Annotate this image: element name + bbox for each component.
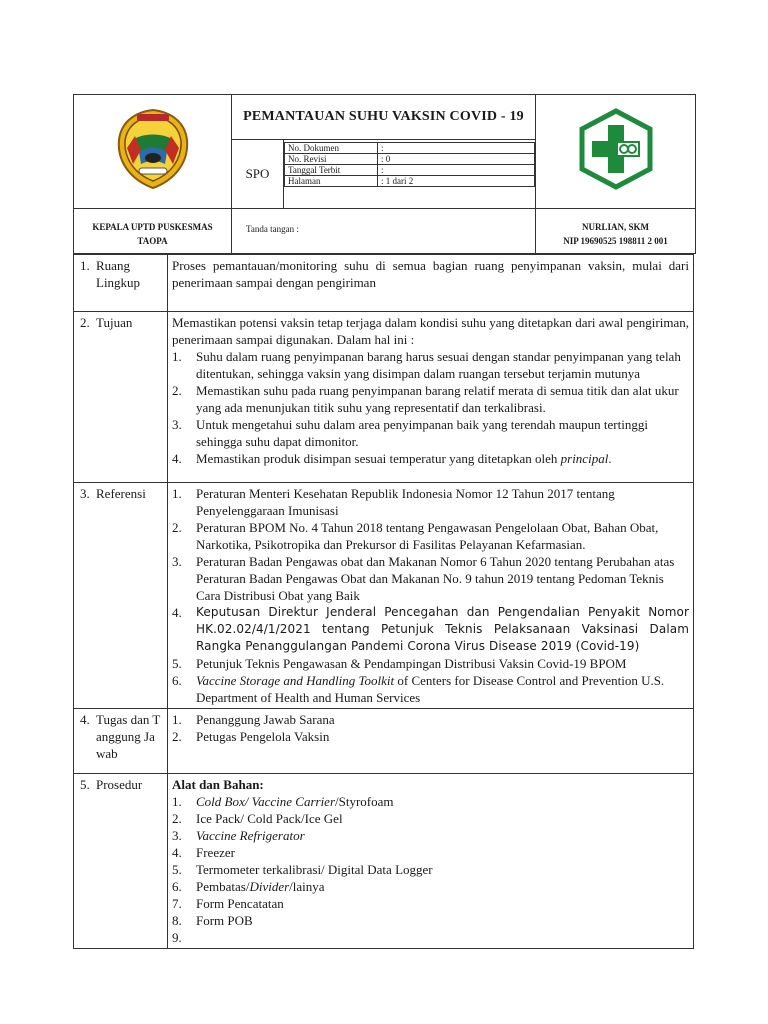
item-text: Penanggung Jawab Sarana	[196, 712, 335, 727]
meta-key: Halaman	[285, 176, 378, 187]
item-text: Untuk mengetahui suhu dalam area penyimpanan baik yang terendah maupun tertinggi sehingga suhu dapat dimonitor.	[196, 417, 648, 449]
item-number: 6.	[172, 879, 182, 894]
right-sign-name: NURLIAN, SKM	[581, 222, 649, 232]
item-text: Keputusan Direktur Jenderal Pencegahan dan Pengendalian Penyakit Nomor HK.02.02/4/1/2021 tentang Petunjuk Teknis Pelaksanaan Vaksinasi Dalam Rangka Penanggulangan Pandemi Corona Virus Disease 2019 (Covid-19)	[196, 605, 689, 653]
section-label-text: Tugas dan Tanggung Jawab	[96, 712, 161, 761]
document-header	[73, 94, 696, 254]
item-number: 1.	[172, 794, 182, 809]
item-number: 4.	[172, 845, 182, 860]
item-number: 6.	[172, 673, 182, 688]
list-item	[172, 929, 689, 946]
section-content	[168, 709, 694, 774]
section-content	[168, 483, 694, 709]
section-content	[168, 774, 694, 949]
item-number: 2.	[172, 729, 182, 744]
list-item	[172, 711, 689, 728]
list-item	[172, 810, 689, 827]
item-text: Pembatas/Divider/lainya	[196, 879, 325, 894]
item-number: 3.	[172, 828, 182, 843]
section-label-text: Ruang Lingkup	[96, 258, 141, 290]
list-item	[172, 895, 689, 912]
item-text: Petugas Pengelola Vaksin	[196, 729, 330, 744]
item-text: Peraturan BPOM No. 4 Tahun 2018 tentang Pengawasan Pengelolaan Obat, Bahan Obat, Narkotika, Psikotropika dan Prekursor di Fasilitas Pelayanan Kefarmasian.	[196, 520, 659, 552]
reference-list	[172, 485, 689, 706]
item-text: Suhu dalam ruang penyimpanan barang harus sesuai dengan standar penyimpanan yang telah ditentukan, sehingga vaksin yang disimpan dalam ruangan tersebut terjamin mutunya	[196, 349, 681, 381]
section-number: 3.	[80, 486, 90, 501]
item-text: Peraturan Menteri Kesehatan Republik Indonesia Nomor 12 Tahun 2017 tentang Penyelenggaraan Imunisasi	[196, 486, 615, 518]
left-sign-line1: KEPALA UPTD PUSKESMAS	[92, 222, 213, 232]
section-content	[168, 312, 694, 483]
section-label	[74, 709, 168, 774]
meta-key: No. Revisi	[285, 154, 378, 165]
item-text: Form Pencatatan	[196, 896, 284, 911]
right-logo-cell	[536, 95, 696, 209]
item-number: 2.	[172, 811, 182, 826]
equipment-list	[172, 793, 689, 946]
section-number: 1.	[80, 258, 90, 273]
list-item	[172, 519, 689, 553]
list-item	[172, 912, 689, 929]
item-number: 3.	[172, 417, 182, 432]
item-text: Memastikan suhu pada ruang penyimpanan barang relatif merata di semua titik dan alat ukur yang ada menunjukan titik suhu yang representatif dan terkalibrasi.	[196, 383, 679, 415]
item-text: Form POB	[196, 913, 253, 928]
objective-list	[172, 348, 689, 467]
meta-row	[285, 165, 535, 176]
list-item	[172, 450, 689, 467]
right-sign-nip: NIP 19690525 198811 2 001	[563, 236, 668, 246]
item-text: Memastikan produk disimpan sesuai temperatur yang ditetapkan oleh principal.	[196, 451, 612, 466]
list-item	[172, 655, 689, 672]
item-number: 8.	[172, 913, 182, 928]
item-text: Petunjuk Teknis Pengawasan & Pendampingan Distribusi Vaksin Covid-19 BPOM	[196, 656, 627, 671]
section-number: 2.	[80, 315, 90, 330]
meta-value: : 1 dari 2	[378, 176, 535, 187]
list-item	[172, 878, 689, 895]
item-number: 9.	[172, 930, 182, 945]
list-item	[172, 604, 689, 655]
item-number: 2.	[172, 383, 182, 398]
item-text: Vaccine Refrigerator	[196, 828, 305, 843]
document-body	[73, 254, 694, 949]
meta-row	[285, 154, 535, 165]
item-number: 1.	[172, 486, 182, 501]
item-number: 4.	[172, 605, 182, 620]
document-title: PEMANTAUAN SUHU VAKSIN COVID - 19	[232, 95, 536, 140]
spo-document	[73, 94, 694, 949]
section-label-text: Prosedur	[96, 777, 143, 792]
section-number: 4.	[80, 712, 90, 727]
section-referensi	[74, 483, 694, 709]
section-text: Proses pemantauan/monitoring suhu di semua bagian ruang penyimpanan vaksin, mulai dari penerimaan sampai dengan pengiriman	[168, 255, 694, 312]
item-number: 1.	[172, 712, 182, 727]
left-logo-cell	[74, 95, 232, 209]
spo-label: SPO	[232, 140, 284, 208]
right-signatory	[536, 209, 696, 254]
item-text: Vaccine Storage and Handling Toolkit of Centers for Disease Control and Prevention U.S. Department of Health and Human Services	[196, 673, 665, 705]
spo-meta-cell	[232, 140, 536, 209]
item-text: Peraturan Badan Pengawas obat dan Makanan Nomor 6 Tahun 2020 tentang Perubahan atas Peraturan Badan Pengawas Obat dan Makanan No. 9 tahun 2019 tentang Pedoman Teknis Cara Distribusi Obat yang Baik	[196, 554, 675, 603]
list-item	[172, 553, 689, 604]
section-heading: Alat dan Bahan:	[172, 777, 264, 792]
item-text	[196, 929, 689, 946]
list-item	[172, 416, 689, 450]
list-item	[172, 793, 689, 810]
meta-row	[285, 143, 535, 154]
list-item	[172, 728, 689, 745]
section-intro: Memastikan potensi vaksin tetap terjaga dalam kondisi suhu yang ditetapkan dari awal pengiriman, penerimaan sampai digunakan. Dalam hal ini :	[172, 315, 689, 347]
document-meta-table	[284, 142, 535, 187]
list-item	[172, 827, 689, 844]
left-signatory	[74, 209, 232, 254]
list-item	[172, 485, 689, 519]
left-sign-line2: TAOPA	[137, 236, 168, 246]
puskesmas-cross-logo-icon	[574, 107, 658, 191]
section-label	[74, 255, 168, 312]
regional-emblem-icon	[113, 106, 193, 192]
list-item	[172, 382, 689, 416]
section-label	[74, 774, 168, 949]
meta-key: No. Dokumen	[285, 143, 378, 154]
list-item	[172, 348, 689, 382]
meta-row	[285, 176, 535, 187]
section-ruang-lingkup	[74, 255, 694, 312]
list-item	[172, 844, 689, 861]
meta-value: : 0	[378, 154, 535, 165]
list-item	[172, 861, 689, 878]
section-number: 5.	[80, 777, 90, 792]
section-label-text: Referensi	[96, 486, 146, 501]
item-text: Termometer terkalibrasi/ Digital Data Logger	[196, 862, 433, 877]
item-number: 3.	[172, 554, 182, 569]
section-prosedur	[74, 774, 694, 949]
meta-key: Tanggal Terbit	[285, 165, 378, 176]
item-number: 5.	[172, 656, 182, 671]
item-number: 2.	[172, 520, 182, 535]
item-number: 4.	[172, 451, 182, 466]
item-text: Ice Pack/ Cold Pack/Ice Gel	[196, 811, 343, 826]
item-number: 5.	[172, 862, 182, 877]
item-number: 7.	[172, 896, 182, 911]
responsibility-list	[172, 711, 689, 745]
meta-value: :	[378, 143, 535, 154]
list-item	[172, 672, 689, 706]
meta-value: :	[378, 165, 535, 176]
section-tujuan	[74, 312, 694, 483]
section-label	[74, 312, 168, 483]
section-tugas	[74, 709, 694, 774]
section-label	[74, 483, 168, 709]
section-label-text: Tujuan	[96, 315, 133, 330]
item-text: Cold Box/ Vaccine Carrier/Styrofoam	[196, 794, 394, 809]
item-number: 1.	[172, 349, 182, 364]
signature-field: Tanda tangan :	[232, 209, 536, 254]
item-text: Freezer	[196, 845, 235, 860]
